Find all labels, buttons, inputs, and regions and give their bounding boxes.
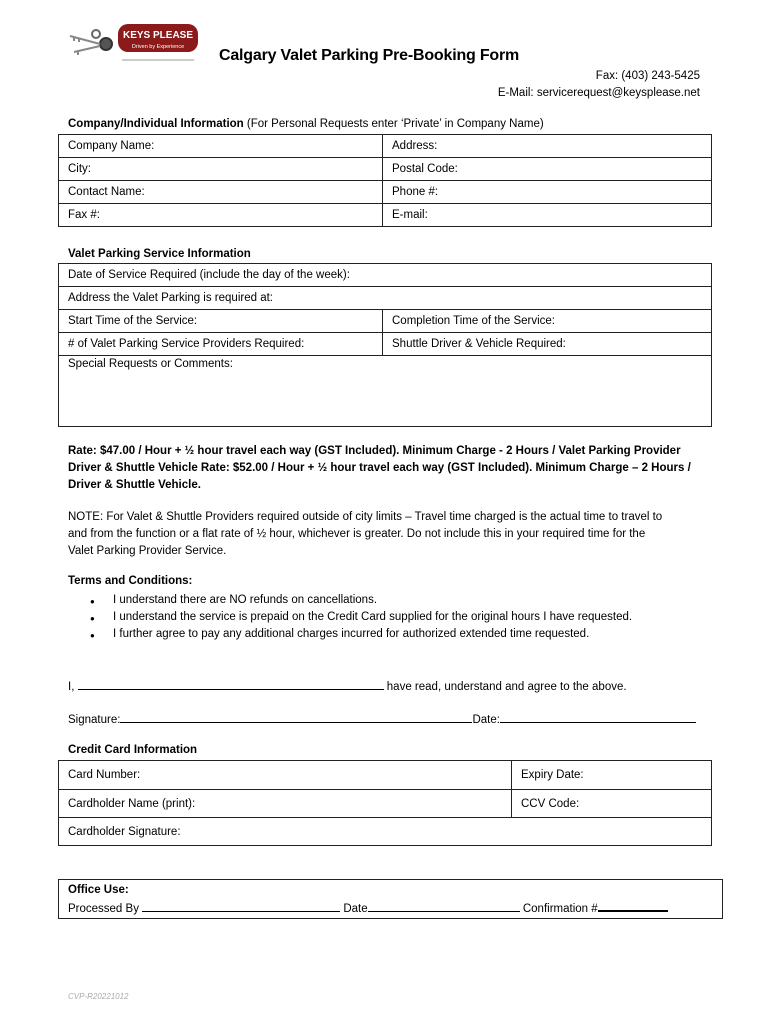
name-blank[interactable] [78,678,384,690]
form-code: CVP-R20221012 [68,992,129,1001]
expiry-date-field[interactable]: Expiry Date: [512,761,712,790]
table-row [59,264,712,287]
company-section-heading [68,118,544,130]
logo-tagline: Driven by Experience [131,44,185,50]
city-field[interactable]: City: [59,158,383,181]
table-row [59,356,712,427]
agreement-line [68,678,627,693]
card-number-field[interactable]: Card Number: [59,761,512,790]
phone-field[interactable]: Phone #: [383,181,712,204]
terms-list [68,592,632,643]
table-row [59,761,712,790]
note-line-1: NOTE: For Valet & Shuttle Providers required outside of city limits – Travel time charged is the actual time to travel to [68,511,663,523]
office-date-label: Date [340,903,368,915]
office-use-line [68,899,713,918]
credit-card-table [58,760,712,846]
rate-line-3: Driver & Shuttle Vehicle. [68,479,201,491]
signature-label: Signature: [68,714,121,726]
service-address-field[interactable]: Address the Valet Parking is required at: [59,287,712,310]
signature-blank[interactable] [120,711,472,723]
service-date-field[interactable]: Date of Service Required (include the day of the week): [59,264,712,287]
valet-heading-text: Valet Parking Service Information [68,248,251,260]
agreement-prefix: I, [68,681,75,693]
page-title: Calgary Valet Parking Pre-Booking Form [219,47,520,64]
keys-icon [70,30,112,55]
table-row [59,310,712,333]
postal-code-field[interactable]: Postal Code: [383,158,712,181]
table-row [59,818,712,846]
list-item: ● I understand the service is prepaid on the Credit Card supplied for the original hours I have requested. [68,609,632,626]
table-row [59,287,712,310]
start-time-field[interactable]: Start Time of the Service: [59,310,383,333]
processed-by-blank[interactable] [142,900,340,912]
table-row [59,790,712,818]
travel-note [68,509,708,560]
company-heading-text: Company/Individual Information [68,118,244,130]
logo-text: KEYS PLEASE [122,30,194,41]
office-use-box [58,879,723,919]
keys-please-logo [66,22,200,66]
confirmation-blank[interactable] [598,899,668,912]
agreement-suffix: have read, understand and agree to the above. [383,681,627,693]
contact-email: E-Mail: servicerequest@keysplease.net [497,87,700,99]
providers-required-field[interactable]: # of Valet Parking Service Providers Required: [59,333,383,356]
note-line-3: Valet Parking Provider Service. [68,545,227,557]
company-info-table [58,134,712,227]
ccv-code-field[interactable]: CCV Code: [512,790,712,818]
fax-number: Fax: (403) 243-5425 [595,70,700,82]
fax-field[interactable]: Fax #: [59,204,383,227]
table-row [59,333,712,356]
company-heading-note: (For Personal Requests enter ‘Private’ in Company Name) [243,118,544,130]
table-row [59,204,712,227]
email-field[interactable]: E-mail: [383,204,712,227]
date-blank[interactable] [500,711,696,723]
contact-name-field[interactable]: Contact Name: [59,181,383,204]
processed-by-label: Processed By [68,903,143,915]
cardholder-signature-field[interactable]: Cardholder Signature: [59,818,712,846]
date-label: Date: [472,714,500,726]
valet-section-heading [68,248,251,260]
signature-line [68,711,696,726]
special-requests-field[interactable]: Special Requests or Comments: [59,356,712,427]
table-row [59,181,712,204]
cardholder-name-field[interactable]: Cardholder Name (print): [59,790,512,818]
rate-line-1: Rate: $47.00 / Hour + ½ hour travel each way (GST Included). Minimum Charge - 2 Hours / Valet Parking Provider [68,445,681,457]
address-field[interactable]: Address: [383,135,712,158]
list-item: ● I further agree to pay any additional charges incurred for authorized extended time requested. [68,626,632,643]
contact-info [498,68,700,102]
table-row [59,158,712,181]
office-date-blank[interactable] [368,900,520,912]
company-name-field[interactable]: Company Name: [59,135,383,158]
office-use-heading: Office Use: [68,884,129,896]
note-line-2: and from the function or a flat rate of ½ hour, whichever is greater. Do not include this in your required time for the [68,528,646,540]
terms-heading: Terms and Conditions: [68,575,193,587]
confirmation-label: Confirmation # [519,903,598,915]
shuttle-required-field[interactable]: Shuttle Driver & Vehicle Required: [383,333,712,356]
rate-line-2: Driver & Shuttle Vehicle Rate: $52.00 / Hour + ½ hour travel each way (GST Included). Minimum Charge – 2 Hours / [68,462,691,474]
completion-time-field[interactable]: Completion Time of the Service: [383,310,712,333]
credit-card-heading: Credit Card Information [68,744,198,756]
list-item: ● I understand there are NO refunds on cancellations. [68,592,632,609]
table-row [59,135,712,158]
valet-info-table [58,263,712,427]
rate-info [68,443,708,494]
